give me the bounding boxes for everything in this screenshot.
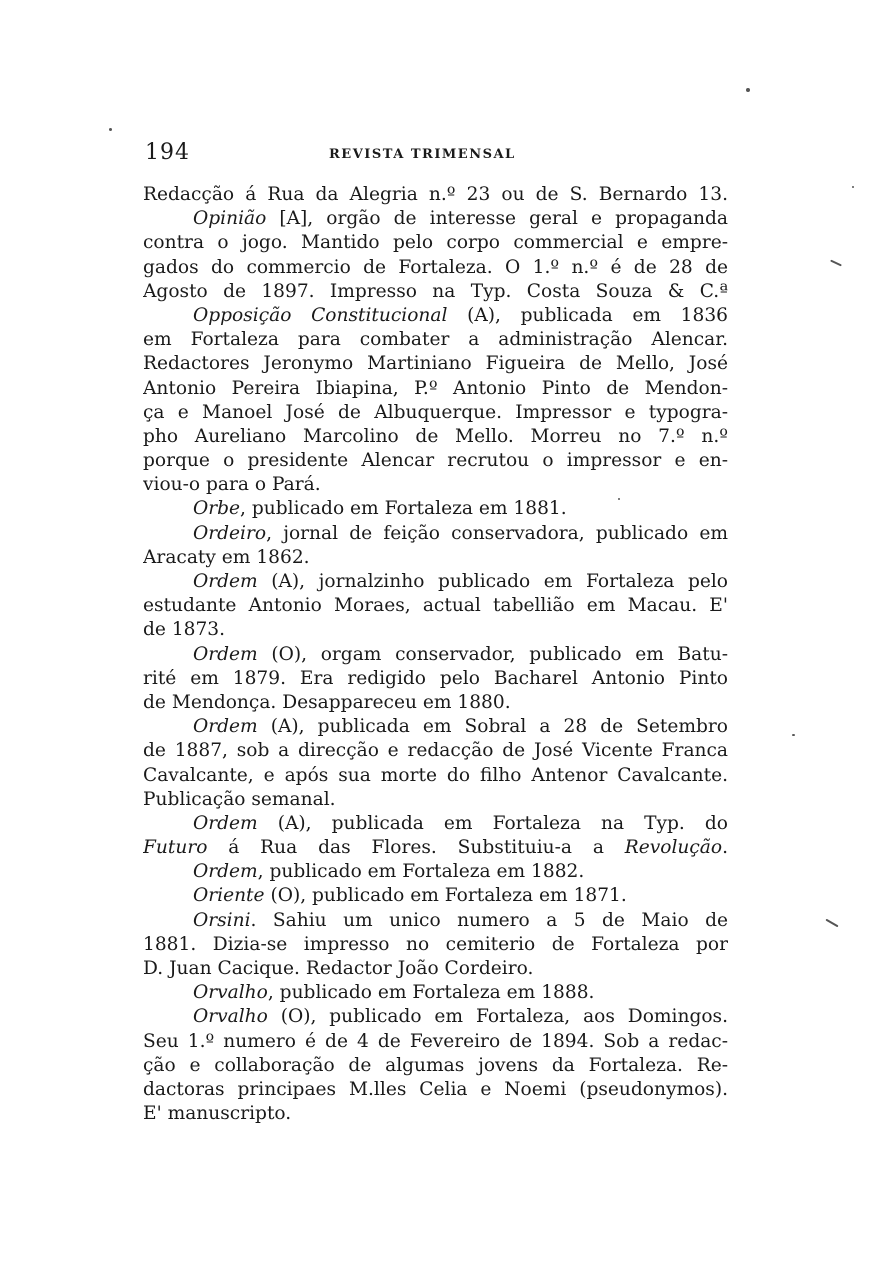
- italic-title: Orbe: [193, 498, 241, 520]
- italic-title: Orvalho: [193, 982, 268, 1004]
- body-text: [143, 183, 728, 1126]
- text-run: Agosto de 1897. Impresso na Typ. Costa Souza & C.ª: [143, 280, 728, 302]
- text-run: viou-o para o Pará.: [143, 474, 321, 496]
- text-run: (A), jornalzinho publicado em Fortaleza pelo: [257, 571, 728, 592]
- text-run: D. Juan Cacique. Redactor João Cordeiro.: [143, 958, 534, 979]
- text-line: [143, 643, 728, 667]
- text-run: [A], orgão de interesse geral e propaganda: [266, 208, 728, 230]
- text-line: [143, 739, 728, 763]
- scan-speck: [852, 186, 854, 188]
- italic-title: Ordem: [193, 716, 258, 738]
- text-run: Publicação semanal.: [143, 788, 336, 810]
- text-run: . Sahiu um unico numero a 5 de Maio de: [250, 909, 728, 931]
- text-line: [143, 1005, 728, 1029]
- text-run: á Rua das Flores. Substituiu-a a: [207, 837, 625, 859]
- text-run: , publicado em Fortaleza em 1882.: [257, 861, 585, 883]
- text-run: (O), publicado em Fortaleza, aos Domingos.: [267, 1006, 728, 1028]
- text-line: [143, 1078, 728, 1102]
- text-run: .: [722, 837, 728, 859]
- scan-speck: [792, 734, 795, 736]
- text-line: [143, 401, 728, 425]
- text-run: porque o presidente Alencar recrutou o impressor e en-: [143, 450, 728, 472]
- italic-title: Orvalho: [193, 1006, 268, 1028]
- text-line: [143, 884, 728, 908]
- text-line: [143, 497, 728, 521]
- text-run: pho Aureliano Marcolino de Mello. Morreu no 7.º n.º: [143, 425, 728, 447]
- text-line: [143, 1102, 728, 1126]
- text-run: (O), orgam conservador, publicado em Batu-: [257, 643, 728, 665]
- text-run: estudante Antonio Moraes, actual tabellião em Macau. E': [143, 595, 728, 617]
- text-run: ção e collaboração de algumas jovens da Fortaleza. Re-: [143, 1054, 728, 1076]
- text-line: [143, 328, 728, 352]
- text-line: [143, 1054, 728, 1078]
- text-line: [143, 280, 728, 304]
- text-run: (A), publicada em Sobral a 28 de Setembro: [257, 716, 728, 738]
- text-line: [143, 812, 728, 836]
- text-line: [143, 957, 728, 981]
- text-line: [143, 352, 728, 376]
- italic-title: Ordem: [193, 861, 258, 883]
- text-line: [143, 207, 728, 231]
- text-run: Aracaty em 1862.: [143, 546, 310, 568]
- text-line: [143, 570, 728, 594]
- text-run: dactoras principaes M.lles Celia e Noemi (pseudonymos).: [143, 1078, 728, 1100]
- text-line: [143, 981, 728, 1005]
- italic-title: Futuro: [143, 837, 208, 859]
- italic-title: Revolução: [624, 837, 723, 859]
- text-line: [143, 836, 728, 860]
- text-line: [143, 764, 728, 788]
- text-run: 1881. Dizia-se impresso no cemiterio de Fortaleza por: [143, 933, 728, 955]
- text-run: , jornal de feição conservadora, publicado em: [266, 522, 728, 544]
- text-run: rité em 1879. Era redigido pelo Bacharel Antonio Pinto: [143, 667, 728, 689]
- text-run: gados do commercio de Fortaleza. O 1.º n.º é de 28 de: [143, 256, 728, 278]
- scan-speck: [830, 260, 842, 267]
- text-line: [143, 618, 728, 642]
- text-line: [143, 594, 728, 618]
- text-line: [143, 546, 728, 570]
- text-line: [143, 425, 728, 449]
- italic-title: Ordem: [193, 812, 258, 834]
- text-run: E' manuscripto.: [143, 1103, 292, 1125]
- text-run: Antonio Pereira Ibiapina, P.º Antonio Pinto de Mendon-: [143, 377, 728, 399]
- running-head: REVISTA TRIMENSAL: [329, 147, 516, 162]
- text-line: [143, 667, 728, 691]
- text-line: [143, 788, 728, 812]
- italic-title: Ordem: [193, 571, 258, 592]
- text-run: Seu 1.º numero é de 4 de Fevereiro de 1894. Sob a redac-: [143, 1030, 728, 1052]
- text-run: contra o jogo. Mantido pelo corpo commercial e empre-: [143, 232, 728, 254]
- text-line: [143, 522, 728, 546]
- page-header: [145, 140, 730, 170]
- text-run: (A), publicada em 1836: [447, 304, 728, 326]
- scan-speck: [746, 88, 750, 92]
- text-line: [143, 909, 728, 933]
- text-run: de 1873.: [143, 619, 226, 641]
- text-run: de 1887, sob a direcção e redacção de José Vicente Franca: [143, 740, 728, 762]
- text-line: [143, 691, 728, 715]
- text-line: [143, 304, 728, 328]
- text-run: em Fortaleza para combater a administração Alencar.: [143, 329, 728, 351]
- text-line: [143, 231, 728, 255]
- italic-title: Ordeiro: [193, 522, 267, 544]
- text-line: [143, 449, 728, 473]
- text-run: Cavalcante, e após sua morte do filho Antenor Cavalcante.: [143, 764, 728, 786]
- text-run: Redactores Jeronymo Martiniano Figueira de Mello, José: [143, 353, 728, 375]
- text-line: [143, 256, 728, 280]
- text-line: [143, 933, 728, 957]
- scan-speck: [618, 498, 620, 500]
- scan-speck: [109, 128, 112, 131]
- text-run: Redacção á Rua da Alegria n.º 23 ou de S. Bernardo 13.: [143, 184, 728, 205]
- text-run: (A), publicada em Fortaleza na Typ. do: [257, 812, 728, 834]
- text-line: [143, 473, 728, 497]
- text-run: de Mendonça. Desappareceu em 1880.: [143, 691, 511, 713]
- text-line: [143, 377, 728, 401]
- italic-title: Opinião: [193, 208, 267, 230]
- italic-title: Ordem: [193, 643, 258, 665]
- text-run: , publicado em Fortaleza em 1888.: [267, 982, 595, 1004]
- text-run: ça e Manoel José de Albuquerque. Impressor e typogra-: [143, 401, 728, 423]
- text-line: [143, 715, 728, 739]
- italic-title: Orsini: [193, 909, 251, 931]
- text-line: [143, 183, 728, 207]
- scan-speck: [825, 919, 838, 928]
- text-line: [143, 1030, 728, 1054]
- text-run: (O), publicado em Fortaleza em 1871.: [264, 885, 627, 907]
- text-line: [143, 860, 728, 884]
- text-run: , publicado em Fortaleza em 1881.: [240, 498, 567, 520]
- italic-title: Opposição Constitucional: [193, 304, 448, 326]
- page-number: 194: [145, 140, 190, 165]
- italic-title: Oriente: [193, 885, 265, 907]
